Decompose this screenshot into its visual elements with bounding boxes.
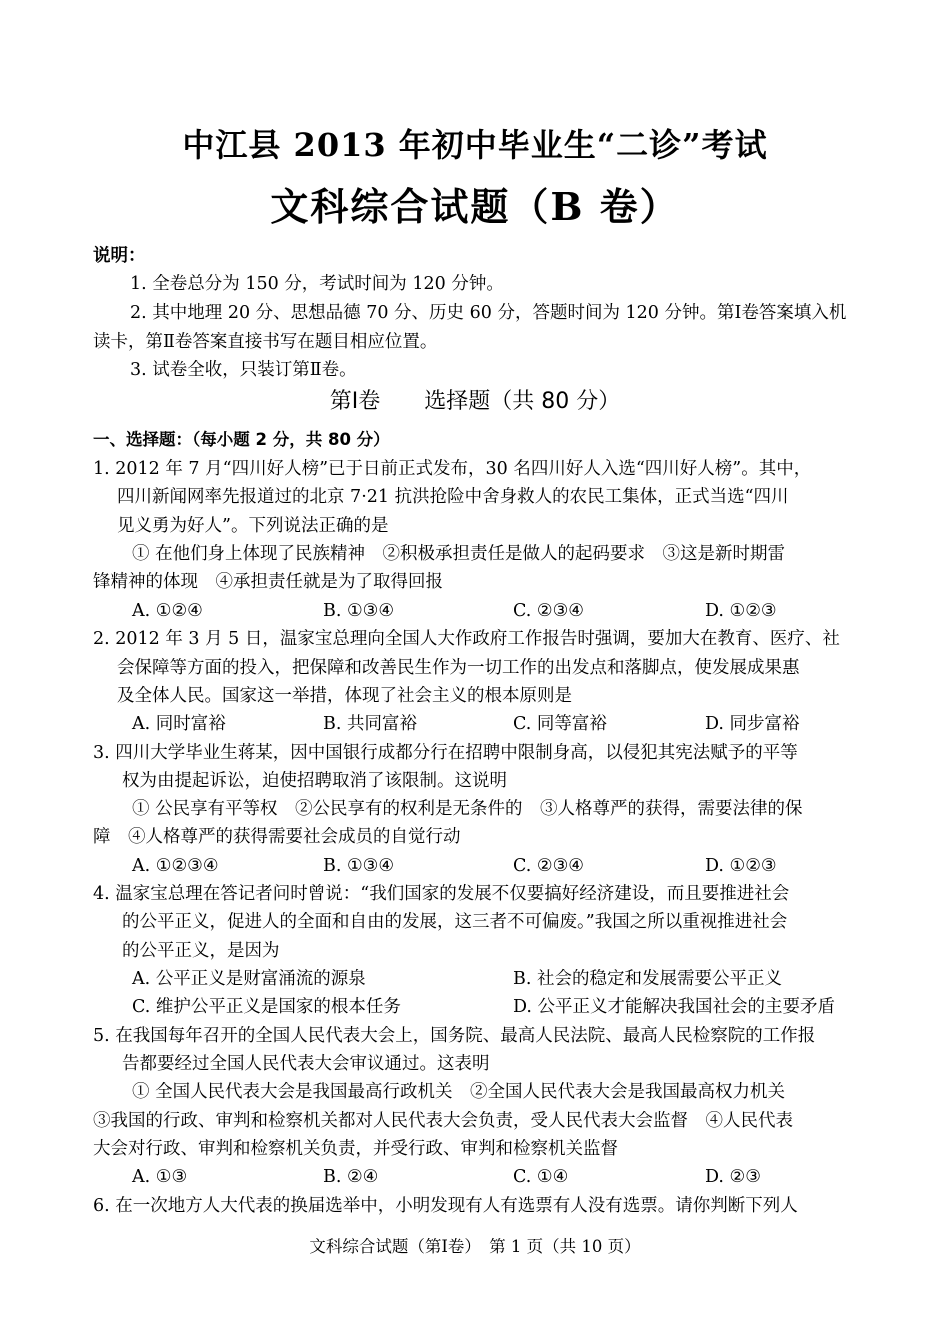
q2-stem-line1: 2. 2012 年 3 月 5 日，温家宝总理向全国人大作政府工作报告时强调，要加大在教育、医疗、社: [93, 629, 840, 649]
instruction-3: 3. 试卷全收，只装订第Ⅱ卷。: [130, 360, 357, 380]
q3-statements-line1: ① 公民享有平等权 ②公民享有的权利是无条件的 ③人格尊严的获得，需要法律的保: [132, 799, 803, 819]
q3-stem-line1: 3. 四川大学毕业生蒋某，因中国银行成都分行在招聘中限制身高，以侵犯其宪法赋予的平等: [93, 743, 798, 763]
q2-stem-line2: 会保障等方面的投入，把保障和改善民生作为一切工作的出发点和落脚点，使发展成果惠: [117, 658, 800, 678]
part-heading: 一、选择题：（每小题 2 分，共 80 分）: [93, 430, 390, 449]
q1-stem-line3: 见义勇为好人”。下列说法正确的是: [117, 516, 389, 536]
q2-option-b: B. 共同富裕: [323, 714, 417, 734]
q4-option-b: B. 社会的稳定和发展需要公平正义: [513, 969, 782, 989]
q3-option-d: D. ①②③: [705, 856, 777, 876]
exam-title: 中江县 2013 年初中毕业生“二诊”考试: [182, 126, 768, 164]
q3-option-a: A. ①②③④: [132, 856, 219, 876]
section-title: 第Ⅰ卷 选择题（共 80 分）: [329, 389, 621, 414]
q4-option-d: D. 公平正义才能解决我国社会的主要矛盾: [513, 997, 836, 1017]
q4-stem-line1: 4. 温家宝总理在答记者问时曾说：“我们国家的发展不仅要搞好经济建设，而且要推进社会: [93, 884, 790, 904]
q2-option-d: D. 同步富裕: [705, 714, 800, 734]
q6-stem-line1: 6. 在一次地方人大代表的换届选举中，小明发现有人有选票有人没有选票。请你判断下列人: [93, 1196, 798, 1216]
instruction-2-cont: 读卡，第Ⅱ卷答案直接书写在题目相应位置。: [93, 332, 438, 352]
q1-stem-line2: 四川新闻网率先报道过的北京 7·21 抗洪抢险中舍身救人的农民工集体，正式当选“四川: [117, 487, 789, 507]
q5-stem-line2: 告都要经过全国人民代表大会审议通过。这表明: [122, 1054, 490, 1074]
exam-subtitle: 文科综合试题（B 卷）: [270, 184, 680, 229]
page-footer: 文科综合试题（第Ⅰ卷） 第 1 页（共 10 页）: [309, 1237, 641, 1256]
q1-statements-line2: 锋精神的体现 ④承担责任就是为了取得回报: [93, 572, 443, 592]
q4-stem-line2: 的公平正义，促进人的全面和自由的发展，这三者不可偏废。”我国之所以重视推进社会: [122, 912, 788, 932]
q3-statements-line2: 障 ④人格尊严的获得需要社会成员的自觉行动: [93, 827, 461, 847]
q1-option-a: A. ①②④: [132, 601, 203, 621]
q4-option-a: A. 公平正义是财富涌流的源泉: [132, 969, 366, 989]
q5-option-a: A. ①③: [132, 1167, 188, 1187]
q4-stem-line3: 的公平正义，是因为: [122, 941, 280, 961]
q1-option-c: C. ②③④: [513, 601, 584, 621]
q4-option-c: C. 维护公平正义是国家的根本任务: [132, 997, 401, 1017]
q2-option-c: C. 同等富裕: [513, 714, 607, 734]
q5-option-c: C. ①④: [513, 1167, 569, 1187]
instructions-heading: 说明：: [93, 246, 146, 266]
q1-option-d: D. ①②③: [705, 601, 777, 621]
q2-option-a: A. 同时富裕: [132, 714, 226, 734]
q1-stem-line1: 1. 2012 年 7 月“四川好人榜”已于日前正式发布，30 名四川好人入选“四川好人榜”。其中，: [93, 459, 812, 479]
instruction-2: 2. 其中地理 20 分、思想品德 70 分、历史 60 分，答题时间为 120 分钟。第Ⅰ卷答案填入机: [130, 303, 847, 323]
q5-option-d: D. ②③: [705, 1167, 761, 1187]
q3-option-b: B. ①③④: [323, 856, 395, 876]
q5-statements-line2: ③我国的行政、审判和检察机关都对人民代表大会负责，受人民代表大会监督 ④人民代表: [93, 1111, 793, 1131]
q3-option-c: C. ②③④: [513, 856, 584, 876]
instruction-1: 1. 全卷总分为 150 分，考试时间为 120 分钟。: [130, 274, 504, 294]
q1-option-b: B. ①③④: [323, 601, 395, 621]
q5-stem-line1: 5. 在我国每年召开的全国人民代表大会上，国务院、最高人民法院、最高人民检察院的工作报: [93, 1026, 816, 1046]
q2-stem-line3: 及全体人民。国家这一举措，体现了社会主义的根本原则是: [117, 686, 572, 706]
q1-statements-line1: ① 在他们身上体现了民族精神 ②积极承担责任是做人的起码要求 ③这是新时期雷: [132, 544, 786, 564]
q5-statements-line1: ① 全国人民代表大会是我国最高行政机关 ②全国人民代表大会是我国最高权力机关: [132, 1082, 786, 1102]
q5-statements-line3: 大会对行政、审判和检察机关负责，并受行政、审判和检察机关监督: [93, 1139, 618, 1159]
q5-option-b: B. ②④: [323, 1167, 379, 1187]
q3-stem-line2: 权为由提起诉讼，迫使招聘取消了该限制。这说明: [122, 771, 507, 791]
